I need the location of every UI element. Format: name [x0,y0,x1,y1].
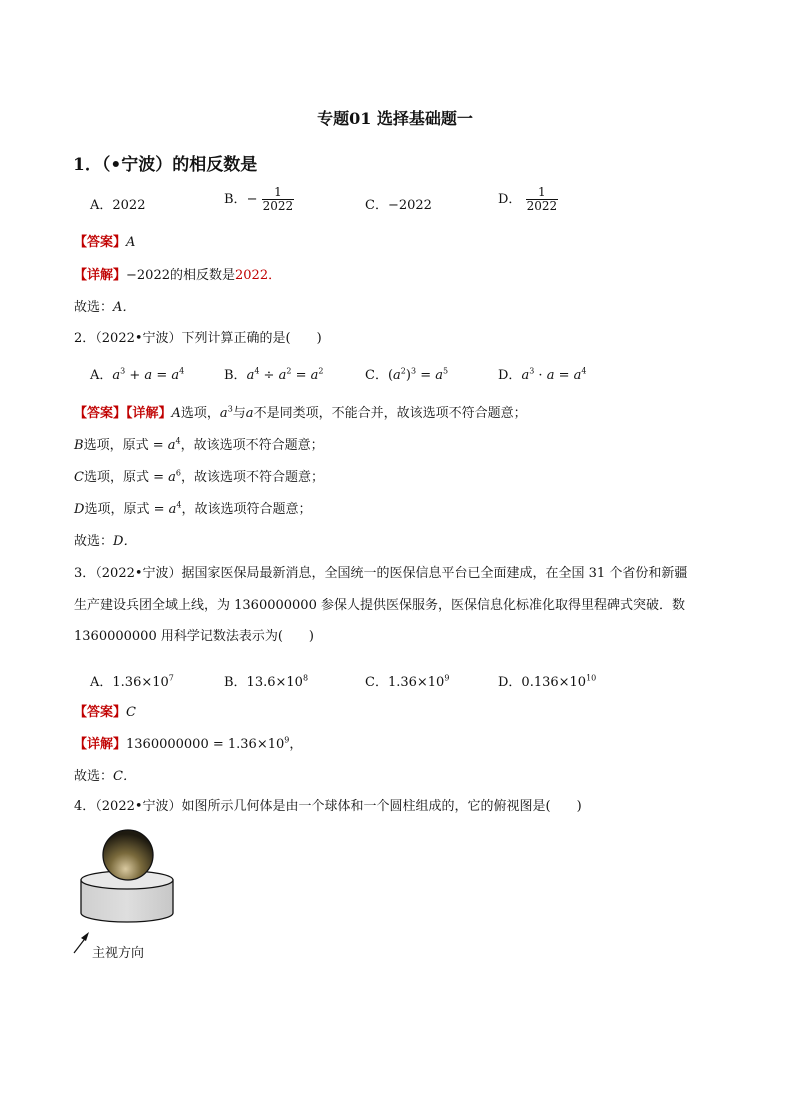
q1-choose-value: A． [113,300,136,315]
q3-option-b: B．$13.6\times 10^8$ [224,673,309,690]
q2-stem: 2．（2022•宁波）下列计算正确的是( ) [74,331,322,346]
q3-option-d: D．$0.136\times 10^{10}$ [498,673,597,690]
q1-stem: 1．（•宁波）的相反数是 [73,155,258,175]
q2-option-d: D．$a^3 \cdot a = a^4$ [498,366,587,383]
q3-stem-line-2: 生产建设兵团全域上线，为 1360000000 参保人提供医保服务，医保信息化标准化取得里程碑式突破．数 [74,598,685,613]
figure-caption: 主视方向 [92,946,145,961]
q1-option-d-numerator: 1 [538,185,546,199]
q3-stem-line-1: 3．（2022•宁波）据国家医保局最新消息，全国统一的医保信息平台已全面建成，在全国 31 个省份和新疆 [74,566,688,581]
q2-option-a: A．$a^3 + a = a^4$ [90,366,185,383]
q3-choose: 故选：C． [74,769,136,784]
q1-option-d-fraction [526,186,559,213]
q1-option-b-fraction [262,186,295,213]
q1-option-b-sign: − [246,192,258,207]
q1-detail [74,264,281,283]
q1-detail-text: −2022的相反数是 [126,268,235,283]
q1-choose-prefix: 故选： [74,300,114,315]
q3-option-a: A．$1.36\times 10^7$ [90,673,174,690]
q1-option-a: A．2022 [90,198,146,213]
q1-answer-label: 【答案】 [74,235,127,250]
q1-option-b-numerator: 1 [274,185,282,199]
arrow-head [81,932,89,941]
q1-answer-value: A [126,235,136,250]
q2-detail-line-3: C选项，原式 = $a^6$，故该选项不符合题意； [74,468,325,485]
q3-stem-line-3: 1360000000 用科学记数法表示为( ) [74,629,314,644]
q1-answer [74,231,135,250]
q2-detail-line-4: D选项，原式 = $a^4$，故该选项符合题意； [74,500,312,517]
q1-detail-label: 【详解】 [74,268,127,283]
q3-detail: 【详解】$1360000000 = 1.36\times 10^9$， [74,735,303,752]
q4-stem: 4．（2022•宁波）如图所示几何体是由一个球体和一个圆柱组成的，它的俯视图是( ) [74,799,582,814]
q2-option-a-label: A． [90,368,113,383]
page-title: 专题01 选择基础题一 [317,109,473,128]
q2-answer-label: 【答案】【详解】 [74,406,172,421]
q1-option-d-denominator: 2022 [526,199,558,213]
q2-option-c: C．$(a^2)^3 = a^5$ [365,366,449,383]
q1-detail-value: 2022． [235,268,282,283]
q2-detail-line-1: 【答案】【详解】A选项，$a^3$与a不是同类项，不能合并，故该选项不符合题意； [74,404,527,421]
q1-option-d [498,186,558,213]
q2-option-b-label: B． [224,368,247,383]
q2-option-d-label: D． [498,368,522,383]
q2-option-b: B．$a^4 \div a^2 = a^2$ [224,366,324,383]
q3-option-c: C．$1.36\times 10^9$ [365,673,450,690]
q3-answer: 【答案】C [74,705,136,720]
q1-choose [74,296,135,315]
q2-detail-line-2: B选项，原式 = $a^4$，故该选项不符合题意； [74,436,324,453]
q1-option-b [224,186,294,213]
sphere [103,830,153,880]
q1-option-b-denominator: 2022 [262,199,294,213]
q1-option-b-prefix: B． [224,192,247,207]
q2-choose: 故选：D． [74,534,137,549]
q1-option-d-prefix: D． [498,192,522,207]
q1-option-c: C．−2022 [365,198,432,213]
q2-option-c-label: C． [365,368,388,383]
